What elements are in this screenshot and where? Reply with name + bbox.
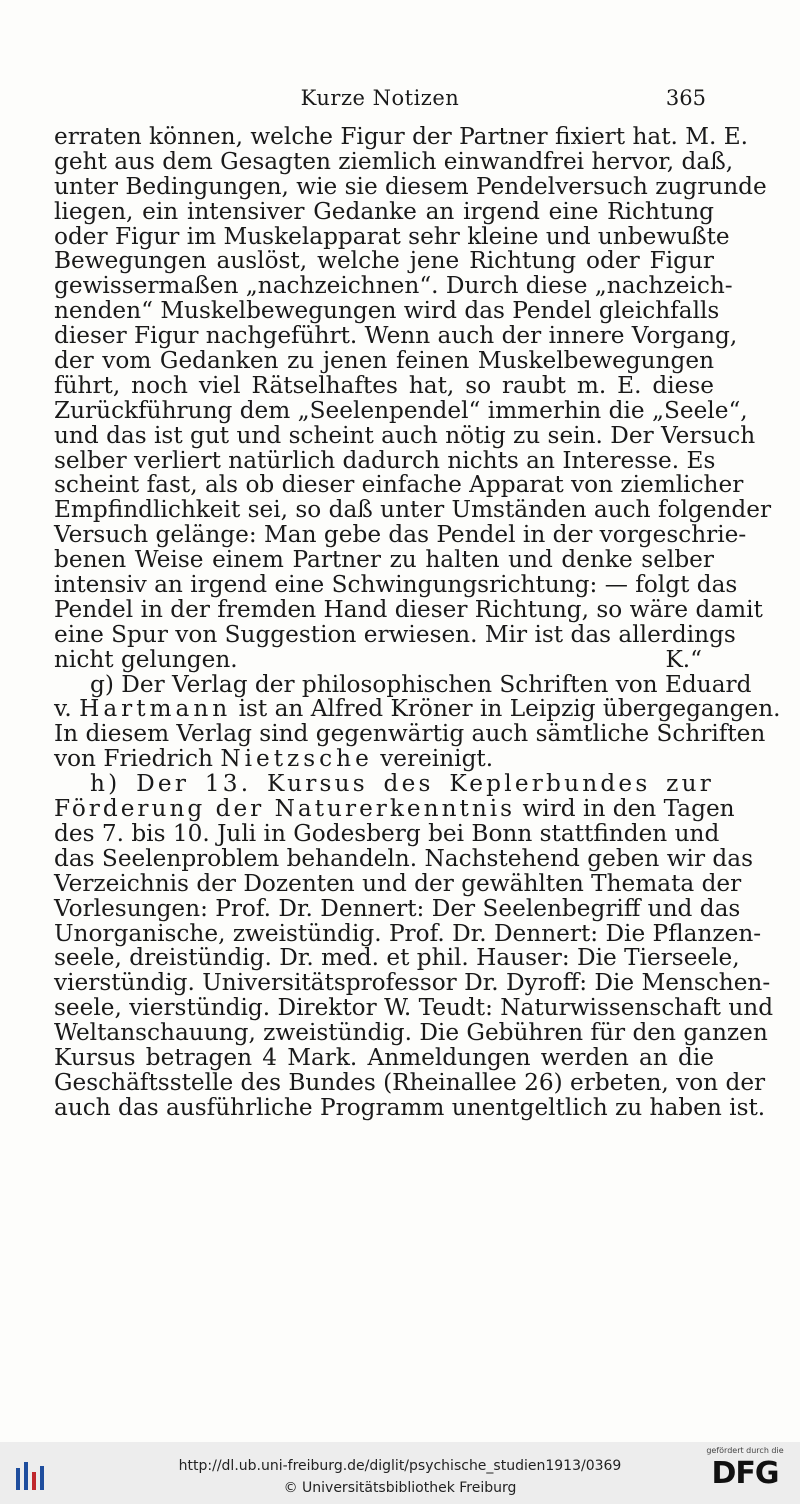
text-line: nenden“ Muskelbewegungen wird das Pendel gleichfalls xyxy=(54,297,720,325)
text-line: selber verliert natürlich dadurch nichts an Interesse. Es xyxy=(54,446,716,474)
dfg-wordmark: DFG xyxy=(711,1456,779,1491)
text-span: von Friedrich xyxy=(54,745,221,773)
text-line: Vorlesungen: Prof. Dr. Dennert: Der Seelenbegriff und das xyxy=(54,894,741,922)
text-line: eine Spur von Suggestion erwiesen. Mir ist das allerdings xyxy=(54,620,736,648)
text-line: Bewegungen auslöst, welche jene Richtung oder Figur xyxy=(54,247,714,275)
permalink[interactable]: http://dl.ub.uni-freiburg.de/diglit/psychische_studien1913/0369 xyxy=(178,1458,622,1474)
paragraph-closing-line xyxy=(54,645,714,673)
text-span: auch das ausführliche Programm unentgeltlich zu haben ist. xyxy=(54,1093,766,1121)
header-title: Kurze Notizen xyxy=(300,86,460,110)
text-line: dieser Figur nachgeführt. Wenn auch der innere Vorgang, xyxy=(54,322,738,350)
dfg-logo xyxy=(700,1446,790,1500)
text-span: In diesem Verlag sind gegenwärtig auch sämtliche Schriften xyxy=(54,720,766,748)
text-span: wird in den Tagen xyxy=(515,795,735,823)
text-line: seele, vierstündig. Direktor W. Teudt: Naturwissenschaft und xyxy=(54,994,774,1022)
text-line: benen Weise einem Partner zu halten und denke selber xyxy=(54,546,714,574)
text-line: Weltanschauung, zweistündig. Die Gebühren für den ganzen xyxy=(54,1019,768,1047)
text-line: unter Bedingungen, wie sie diesem Pendelversuch zugrunde xyxy=(54,172,767,200)
text-line: Zurückführung dem „Seelenpendel“ immerhin die „Seele“, xyxy=(54,396,748,424)
text-line: seele, dreistündig. Dr. med. et phil. Hauser: Die Tierseele, xyxy=(54,944,740,972)
note-h-line xyxy=(54,772,714,797)
text-line: oder Figur im Muskelapparat sehr kleine und unbewußte xyxy=(54,222,730,250)
text-line: scheint fast, als ob dieser einfache Apparat von ziemlicher xyxy=(54,471,744,499)
text-span: v. xyxy=(54,695,80,723)
running-header xyxy=(54,86,706,114)
note-h-line xyxy=(54,1093,766,1121)
note-g-line xyxy=(54,670,752,698)
text-line: Kursus betragen 4 Mark. Anmeldungen werden an die xyxy=(54,1043,714,1071)
text-line: geht aus dem Gesagten ziemlich einwandfrei hervor, daß, xyxy=(54,147,734,175)
text-line: und das ist gut und scheint auch nötig zu sein. Der Versuch xyxy=(54,421,756,449)
page-body xyxy=(54,123,781,1121)
text-line: erraten können, welche Figur der Partner fixiert hat. M. E. xyxy=(54,123,749,150)
note-h-line xyxy=(54,795,735,823)
text-span: h) Der 13. Kursus des Keplerbundes zur xyxy=(90,770,714,798)
emphasized-name: Hartmann xyxy=(79,695,232,723)
page-number: 365 xyxy=(665,86,706,110)
text-line: Verzeichnis der Dozenten und der gewählten Themata der xyxy=(54,869,742,897)
dfg-caption: gefördert durch die xyxy=(706,1446,784,1455)
text-line: liegen, ein intensiver Gedanke an irgend eine Richtung xyxy=(54,197,714,225)
viewer-footer xyxy=(0,1442,800,1504)
text-line: der vom Gedanken zu jenen feinen Muskelbewegungen xyxy=(54,347,714,375)
text-line: gewissermaßen „nachzeichnen“. Durch diese „nachzeich- xyxy=(54,272,733,300)
emphasized-name: Nietzsche xyxy=(220,745,373,773)
note-h-body xyxy=(54,819,774,1096)
text-line: des 7. bis 10. Juli in Godesberg bei Bonn stattfinden und xyxy=(54,819,720,847)
text-line: Versuch gelänge: Man gebe das Pendel in der vorgeschrie- xyxy=(54,521,747,549)
paragraph-continued xyxy=(54,123,772,648)
text-span: g) Der Verlag der philosophischen Schriften von Eduard xyxy=(90,670,752,698)
copyright-notice: © Universitätsbibliothek Freiburg xyxy=(283,1480,517,1496)
text-line: Unorganische, zweistündig. Prof. Dr. Dennert: Die Pflanzen- xyxy=(54,919,762,947)
note-g-line xyxy=(54,695,781,723)
closing-text: nicht gelungen. xyxy=(54,645,238,673)
text-line: Empfindlichkeit sei, so daß unter Umständen auch folgender xyxy=(54,496,772,524)
text-span: ist an Alfred Kröner in Leipzig übergegangen. xyxy=(231,695,781,723)
note-h xyxy=(54,770,774,1121)
text-line: führt, noch viel Rätselhaftes hat, so raubt m. E. diese xyxy=(54,371,714,399)
note-g xyxy=(54,670,781,773)
note-g-line xyxy=(54,720,766,748)
author-signature: K.“ xyxy=(665,645,702,673)
emphasized-name: Förderung der Naturerkenntnis xyxy=(54,795,516,823)
note-g-line xyxy=(54,747,714,772)
text-line: das Seelenproblem behandeln. Nachstehend geben wir das xyxy=(54,844,753,872)
text-span: vereinigt. xyxy=(372,745,494,773)
text-line: Geschäftsstelle des Bundes (Rheinallee 26) erbeten, von der xyxy=(54,1068,766,1096)
text-line: intensiv an irgend eine Schwingungsrichtung: — folgt das xyxy=(54,571,738,599)
text-line: vierstündig. Universitätsprofessor Dr. Dyroff: Die Menschen- xyxy=(54,969,771,997)
text-line: Pendel in der fremden Hand dieser Richtung, so wäre damit xyxy=(54,595,763,623)
